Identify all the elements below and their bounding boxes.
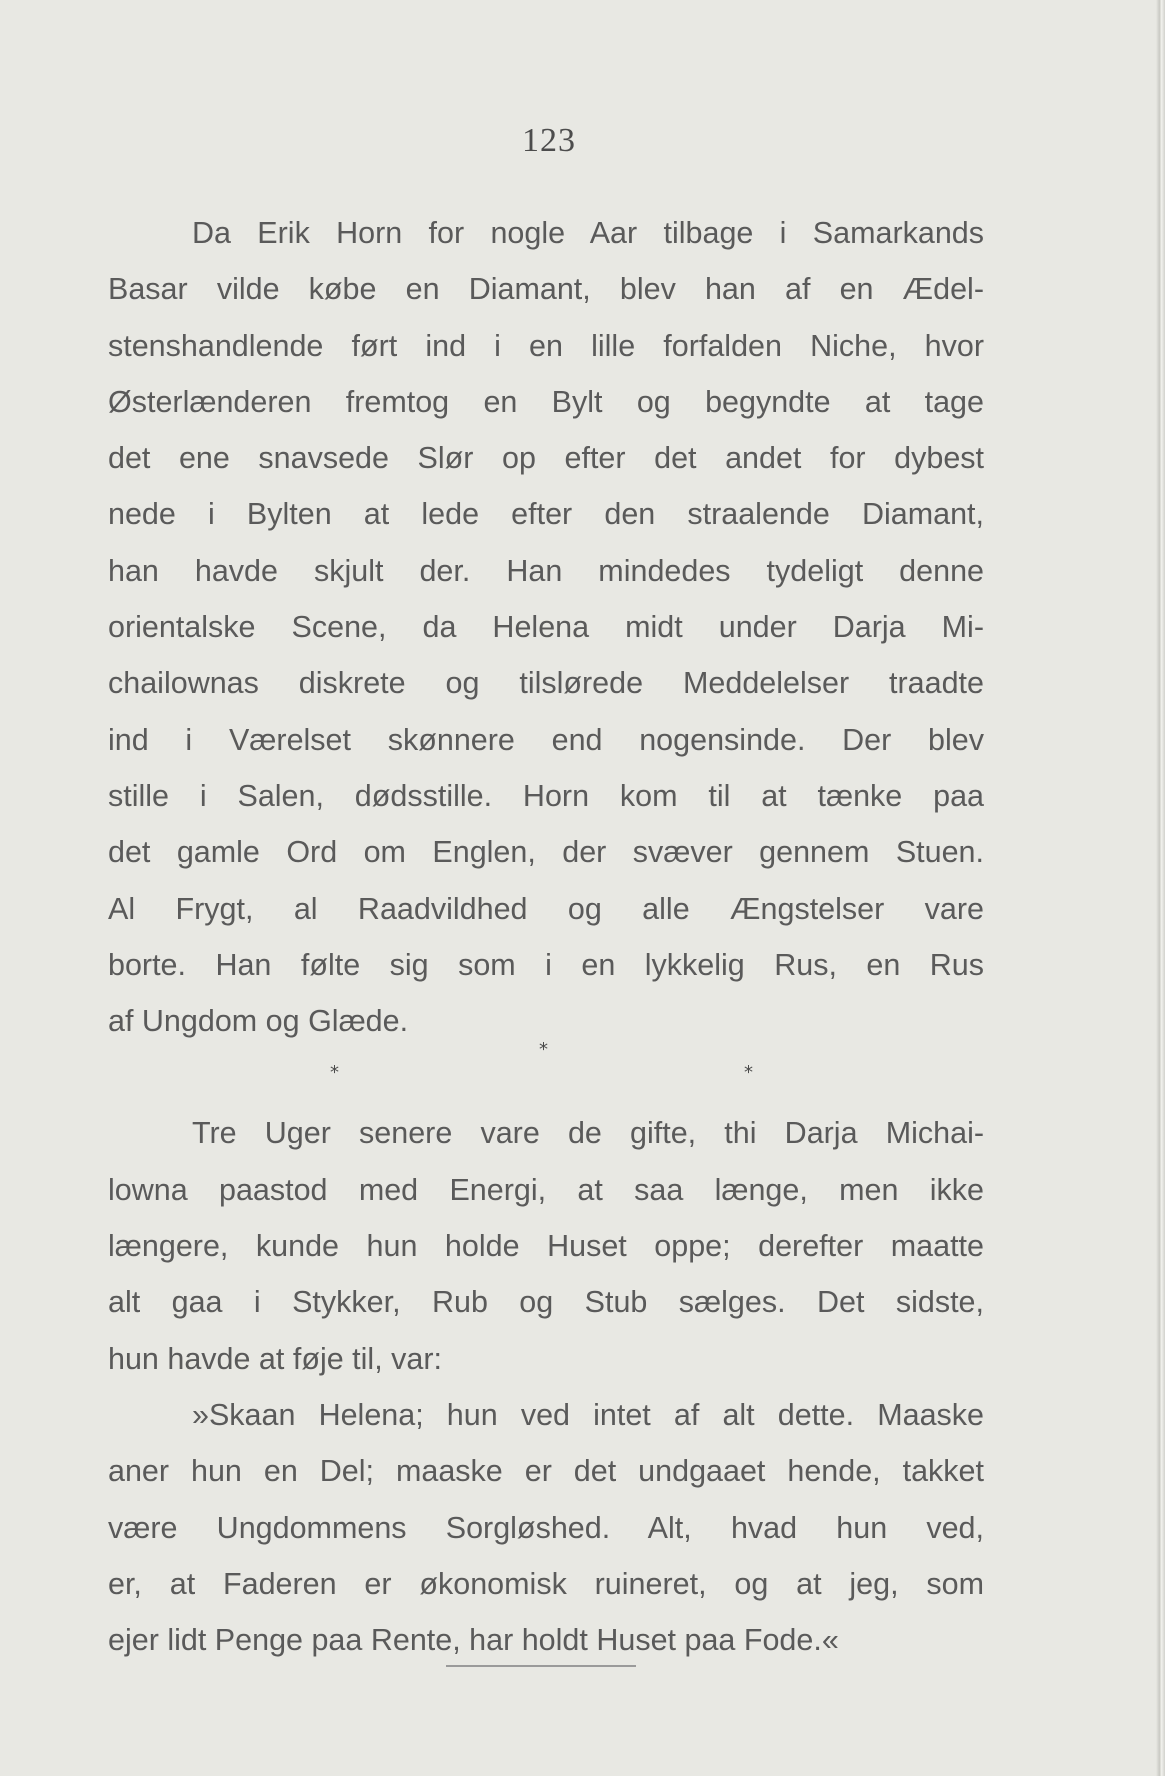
text-line: stenshandlende ført ind i en lille forfalden Niche, hvor (108, 328, 984, 363)
paragraph-1 (108, 205, 984, 1049)
text-line: »Skaan Helena; hun ved intet af alt dette. Maaske (192, 1397, 984, 1432)
text-line: af Ungdom og Glæde. (108, 1004, 409, 1039)
text-line: Al Frygt, al Raadvildhed og alle Ængstelser vare (108, 891, 984, 926)
text-line: Basar vilde købe en Diamant, blev han af en Ædel- (108, 272, 984, 307)
section-break-space (108, 1049, 984, 1105)
asterism-star: * (539, 1039, 548, 1060)
text-line: Østerlænderen fremtog en Bylt og begyndte at tage (108, 384, 984, 419)
text-line: længere, kunde hun holde Huset oppe; derefter maatte (108, 1229, 984, 1264)
text-line: lowna paastod med Energi, at saa længe, men ikke (108, 1172, 984, 1207)
text-line: er, at Faderen er økonomisk ruineret, og at jeg, som (108, 1566, 984, 1601)
text-line: Tre Uger senere vare de gifte, thi Darja Michai- (192, 1116, 984, 1151)
page-edge (1156, 0, 1165, 1776)
text-line: alt gaa i Stykker, Rub og Stub sælges. Det sidste, (108, 1285, 984, 1320)
text-line: ejer lidt Penge paa Rente, har holdt Huset paa Fode.« (108, 1623, 839, 1658)
text-line: nede i Bylten at lede efter den straalende Diamant, (108, 497, 984, 532)
paragraph-3 (108, 1387, 984, 1668)
text-line: være Ungdommens Sorgløshed. Alt, hvad hun ved, (108, 1510, 984, 1545)
text-line: ind i Værelset skønnere end nogensinde. Der blev (108, 722, 984, 757)
text-line: orientalske Scene, da Helena midt under Darja Mi- (108, 610, 984, 645)
text-line: stille i Salen, dødsstille. Horn kom til at tænke paa (108, 778, 984, 813)
text-line: han havde skjult der. Han mindedes tydeligt denne (108, 553, 984, 588)
text-line: borte. Han følte sig som i en lykkelig Rus, en Rus (108, 947, 984, 982)
end-rule (446, 1665, 636, 1667)
paragraph-2 (108, 1105, 984, 1386)
text-line: Da Erik Horn for nogle Aar tilbage i Samarkands (192, 216, 984, 250)
text-line: det gamle Ord om Englen, der svæver gennem Stuen. (108, 835, 984, 870)
text-line: chailownas diskrete og tilslørede Meddelelser traadte (108, 666, 984, 701)
text-line: hun havde at føje til, var: (108, 1341, 442, 1376)
asterism-star: * (744, 1062, 753, 1083)
page-text (108, 205, 984, 1668)
text-line: det ene snavsede Slør op efter det andet for dybest (108, 441, 984, 476)
asterism-star: * (330, 1062, 339, 1083)
page-number: 123 (522, 122, 576, 159)
text-line: aner hun en Del; maaske er det undgaaet hende, takket (108, 1454, 984, 1489)
